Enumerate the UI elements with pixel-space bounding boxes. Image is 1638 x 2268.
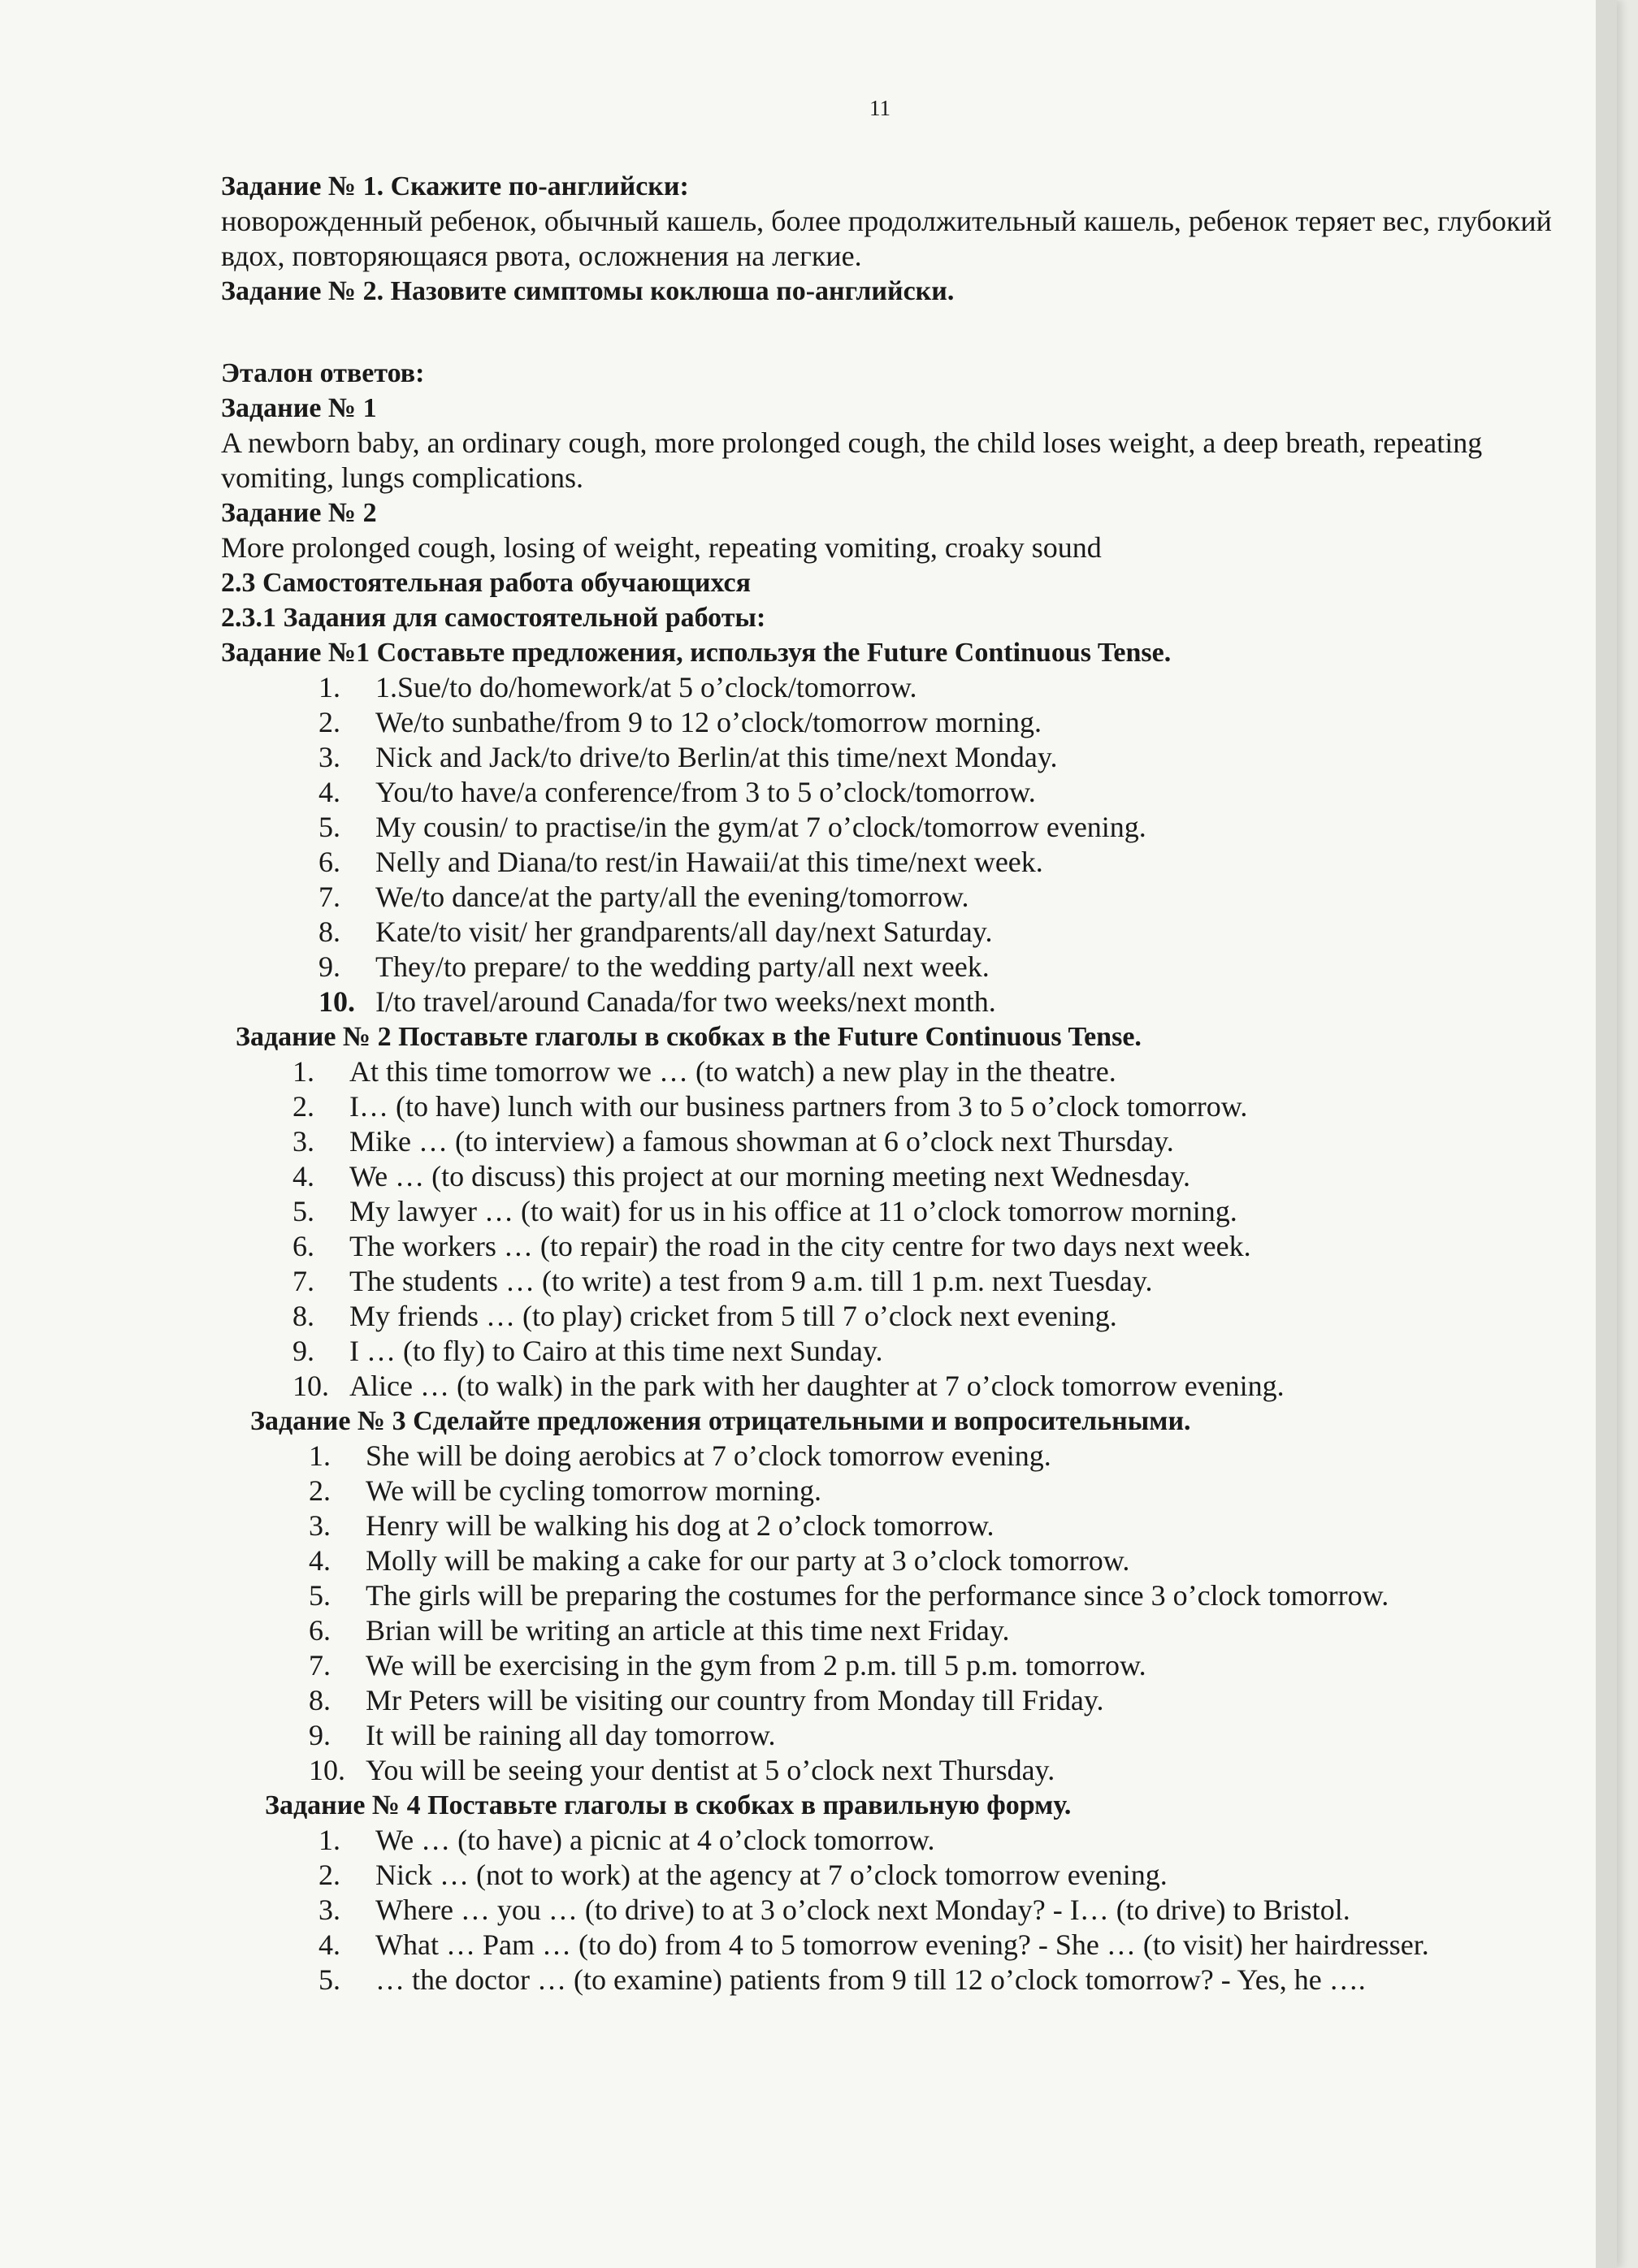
item-text: At this time tomorrow we … (to watch) a new play in the theatre. [349,1055,1116,1088]
item-text: I… (to have) lunch with our business partners from 3 to 5 o’clock tomorrow. [349,1090,1248,1123]
list-item [292,1264,1554,1299]
list-item [318,915,1554,950]
item-number: 6. [309,1614,331,1647]
task2-title: Задание № 2. Назовите симптомы коклюша по-английски. [221,276,955,306]
list-item [318,880,1554,915]
item-text: We will be exercising in the gym from 2 p.m. till 5 p.m. tomorrow. [366,1649,1146,1682]
list-item [318,810,1554,845]
list-item [318,775,1554,810]
answer2-title: Задание № 2 [221,498,377,528]
item-text: Nick and Jack/to drive/to Berlin/at this time/next Monday. [375,741,1058,773]
exercise4-list [221,1823,1554,1997]
exercise3-title: Задание № 3 Сделайте предложения отрицательными и вопросительными. [250,1406,1191,1436]
item-number: 4. [318,776,340,808]
list-item [292,1334,1554,1369]
item-text: 1.Sue/to do/homework/at 5 o’clock/tomorrow. [375,671,917,703]
item-number: 3. [292,1125,314,1158]
exercise1-list [221,670,1554,1019]
item-number: 10. [318,985,355,1018]
item-text: They/to prepare/ to the wedding party/all next week. [375,950,990,983]
list-item [318,845,1554,880]
item-text: What … Pam … (to do) from 4 to 5 tomorrow evening? - She … (to visit) her hairdresser. [375,1928,1429,1961]
item-text: Mike … (to interview) a famous showman at 6 o’clock next Thursday. [349,1125,1174,1158]
answer2-text: More prolonged cough, losing of weight, repeating vomiting, croaky sound [221,531,1102,564]
item-text: I/to travel/around Canada/for two weeks/next month. [375,985,996,1018]
item-number: 8. [318,915,340,948]
list-item [318,670,1554,705]
item-text: My cousin/ to practise/in the gym/at 7 o’clock/tomorrow evening. [375,811,1146,843]
section-2-3-title: 2.3 Самостоятельная работа обучающихся [221,568,751,598]
list-item [292,1229,1554,1264]
list-item [309,1543,1554,1578]
list-item [309,1613,1554,1648]
item-text: The workers … (to repair) the road in the city centre for two days next week. [349,1230,1251,1262]
item-text: The students … (to write) a test from 9 a.m. till 1 p.m. next Tuesday. [349,1265,1153,1297]
section-2-3-1-title: 2.3.1 Задания для самостоятельной работы: [221,603,766,633]
item-number: 1. [292,1055,314,1088]
list-item [318,1858,1554,1893]
task1-title: Задание № 1. Скажите по-английски: [221,171,689,201]
exercise2-title: Задание № 2 Поставьте глаголы в скобках в the Future Continuous Tense. [236,1022,1142,1052]
page-number: 11 [869,96,890,120]
item-text: Alice … (to walk) in the park with her daughter at 7 o’clock tomorrow evening. [349,1370,1285,1402]
item-text: You/to have/a conference/from 3 to 5 o’clock/tomorrow. [375,776,1036,808]
item-number: 1. [309,1439,331,1472]
list-item [318,740,1554,775]
item-text: She will be doing aerobics at 7 o’clock tomorrow evening. [366,1439,1051,1472]
exercise1-title: Задание №1 Составьте предложения, используя the Future Continuous Tense. [221,638,1172,668]
list-item [309,1753,1554,1788]
item-text: Brian will be writing an article at this time next Friday. [366,1614,1010,1647]
list-item [309,1683,1554,1718]
item-text: Where … you … (to drive) to at 3 o’clock next Monday? - I… (to drive) to Bristol. [375,1894,1350,1926]
item-text: We … (to discuss) this project at our morning meeting next Wednesday. [349,1160,1190,1192]
list-item [292,1299,1554,1334]
item-text: You will be seeing your dentist at 5 o’clock next Thursday. [366,1754,1055,1786]
item-text: We … (to have) a picnic at 4 o’clock tomorrow. [375,1824,935,1856]
task1-text: новорожденный ребенок, обычный кашель, более продолжительный кашель, ребенок теряет вес, глубокий вдох, повторяющаяся рвота, осложнения на легкие. [221,205,1552,272]
item-text: Nick … (not to work) at the agency at 7 o’clock tomorrow evening. [375,1859,1168,1891]
item-number: 5. [292,1195,314,1227]
list-item [292,1159,1554,1194]
list-item [309,1439,1554,1474]
page-edge [1596,0,1617,2268]
item-number: 4. [292,1160,314,1192]
item-number: 7. [292,1265,314,1297]
list-item [292,1054,1554,1089]
item-text: My friends … (to play) cricket from 5 till 7 o’clock next evening. [349,1300,1117,1332]
item-number: 8. [309,1684,331,1716]
list-item [318,1893,1554,1928]
item-number: 1. [318,671,340,703]
list-item [292,1369,1554,1404]
list-item [309,1474,1554,1508]
item-number: 9. [309,1719,331,1751]
item-number: 2. [292,1090,314,1123]
item-text: Nelly and Diana/to rest/in Hawaii/at this time/next week. [375,846,1043,878]
item-number: 10. [292,1370,329,1402]
item-text: It will be raining all day tomorrow. [366,1719,776,1751]
item-text: We will be cycling tomorrow morning. [366,1474,821,1507]
item-text: The girls will be preparing the costumes for the performance since 3 o’clock tomorrow. [366,1579,1389,1612]
list-item [318,1823,1554,1858]
item-number: 3. [309,1509,331,1542]
list-item [318,1963,1554,1997]
list-item [318,1928,1554,1963]
list-item [309,1508,1554,1543]
page-content [221,169,1554,1997]
answers-title: Эталон ответов: [221,358,425,388]
item-number: 2. [318,1859,340,1891]
item-text: My lawyer … (to wait) for us in his office at 11 o’clock tomorrow morning. [349,1195,1237,1227]
list-item [292,1089,1554,1124]
exercise2-list [221,1054,1554,1404]
item-number: 4. [318,1928,340,1961]
item-number: 10. [309,1754,345,1786]
item-text: Mr Peters will be visiting our country from Monday till Friday. [366,1684,1104,1716]
item-text: I … (to fly) to Cairo at this time next Sunday. [349,1335,883,1367]
exercise3-list [221,1439,1554,1788]
item-number: 5. [309,1579,331,1612]
item-number: 5. [318,811,340,843]
list-item [309,1718,1554,1753]
item-number: 9. [292,1335,314,1367]
item-number: 6. [318,846,340,878]
item-number: 7. [309,1649,331,1682]
answer1-title: Задание № 1 [221,393,377,423]
item-text: We/to sunbathe/from 9 to 12 o’clock/tomorrow morning. [375,706,1042,738]
answer1-text: A newborn baby, an ordinary cough, more prolonged cough, the child loses weight, a deep breath, repeating vomiting, lungs complications. [221,426,1483,494]
item-number: 9. [318,950,340,983]
item-text: … the doctor … (to examine) patients from 9 till 12 o’clock tomorrow? - Yes, he …. [375,1963,1366,1996]
item-number: 2. [318,706,340,738]
exercise4-title: Задание № 4 Поставьте глаголы в скобках в правильную форму. [265,1790,1072,1820]
list-item [309,1578,1554,1613]
item-number: 8. [292,1300,314,1332]
item-text: Henry will be walking his dog at 2 o’clock tomorrow. [366,1509,994,1542]
list-item [292,1194,1554,1229]
list-item [318,985,1554,1019]
item-number: 3. [318,741,340,773]
list-item [309,1648,1554,1683]
item-number: 2. [309,1474,331,1507]
list-item [318,950,1554,985]
item-number: 1. [318,1824,340,1856]
item-text: We/to dance/at the party/all the evening/tomorrow. [375,881,969,913]
item-number: 3. [318,1894,340,1926]
item-number: 7. [318,881,340,913]
item-number: 6. [292,1230,314,1262]
item-number: 4. [309,1544,331,1577]
item-text: Kate/to visit/ her grandparents/all day/next Saturday. [375,915,993,948]
list-item [318,705,1554,740]
list-item [292,1124,1554,1159]
item-text: Molly will be making a cake for our party at 3 o’clock tomorrow. [366,1544,1130,1577]
item-number: 5. [318,1963,340,1996]
